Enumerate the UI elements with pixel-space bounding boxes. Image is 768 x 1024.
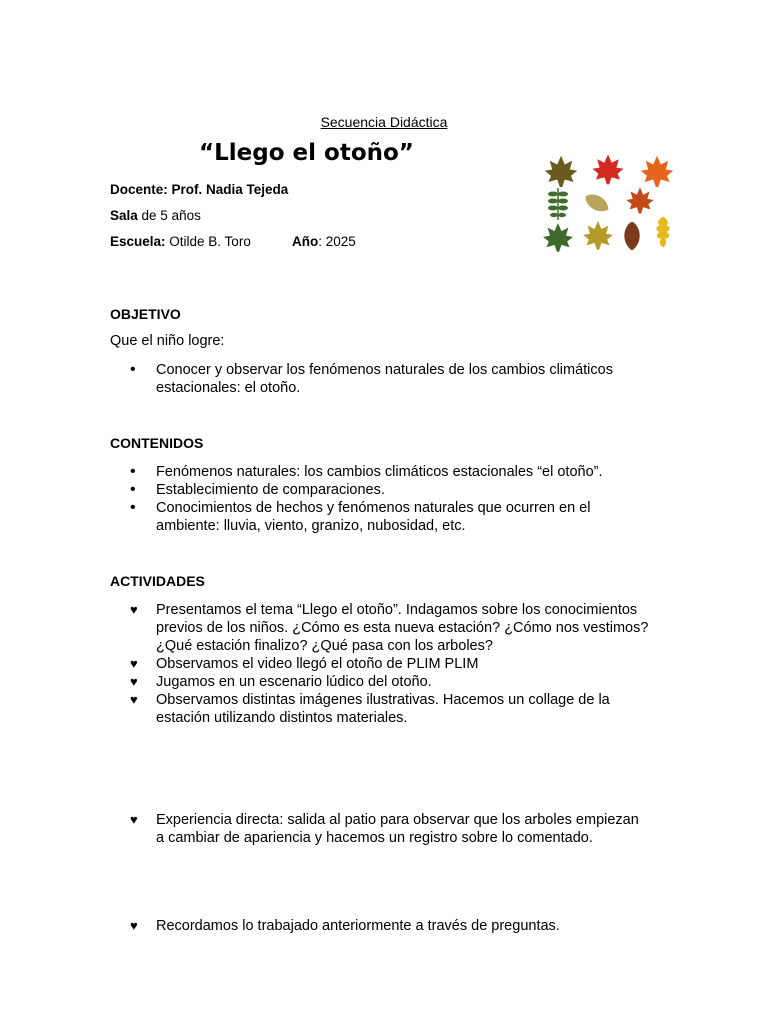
anio-line <box>292 234 356 249</box>
leaf-maple-red <box>592 154 623 184</box>
contenidos-list <box>130 463 650 535</box>
list-item: • Conocimientos de hechos y fenómenos naturales que ocurren en el ambiente: lluvia, viento, granizo, nubosidad, etc. <box>130 499 591 534</box>
objetivo-intro: Que el niño logre: <box>110 333 225 349</box>
leaf-maple-mustard <box>583 221 613 250</box>
leaf-maple-rust <box>626 187 653 213</box>
list-item: ♥ Observamos distintas imágenes ilustrativas. Hacemos un collage de la estación utilizando distintos materiales. <box>130 692 610 726</box>
leaf-maple-orange <box>641 156 674 187</box>
list-item: • Conocer y observar los fenómenos naturales de los cambios climáticos estacionales: el otoño. <box>130 361 613 396</box>
heart-icon: ♥ <box>130 656 138 671</box>
bullet-icon: • <box>130 481 136 498</box>
document-title: “Llego el otoño” <box>199 140 414 166</box>
bullet-icon: • <box>130 463 136 480</box>
docente-line <box>110 182 288 197</box>
escuela-line <box>110 234 251 249</box>
anio-label: Año <box>292 234 319 249</box>
bullet-icon: • <box>130 361 136 378</box>
list-item: ♥ Recordamos lo trabajado anteriormente a través de preguntas. <box>130 918 560 934</box>
objetivo-list <box>130 361 650 397</box>
leaf-maple-darkgreen <box>543 223 573 252</box>
actividades-list-3 <box>130 917 650 935</box>
list-item: • Fenómenos naturales: los cambios climáticos estacionales “el otoño”. <box>130 463 603 480</box>
sala-label: Sala <box>110 208 138 223</box>
bullet-icon: • <box>130 499 136 516</box>
docente-label: Docente: Prof. Nadia Tejeda <box>110 182 289 197</box>
list-item: ♥ Experiencia directa: salida al patio para observar que los arboles empiezan a cambiar de apariencia y hacemos un registro sobre lo comentado. <box>130 812 639 846</box>
list-item: ♥ Observamos el video llegó el otoño de PLIM PLIM <box>130 656 479 672</box>
heart-icon: ♥ <box>130 602 138 617</box>
actividades-list-2 <box>130 811 650 847</box>
leaf-oval-brown <box>624 222 639 251</box>
sala-line <box>110 208 201 223</box>
heart-icon: ♥ <box>130 812 138 827</box>
sala-value: de 5 años <box>137 208 201 223</box>
leaf-oak-yellow <box>656 217 669 248</box>
contenidos-heading: CONTENIDOS <box>110 435 204 451</box>
anio-value: : 2025 <box>318 234 356 249</box>
heart-icon: ♥ <box>130 692 138 707</box>
objetivo-heading: OBJETIVO <box>110 306 181 322</box>
leaf-oval-khaki <box>582 190 612 215</box>
heart-icon: ♥ <box>130 674 138 689</box>
list-item: ♥ Presentamos el tema “Llego el otoño”. Indagamos sobre los conocimientos previos de los niños. ¿Cómo es esta nueva estación? ¿Cómo nos vestimos? ¿Qué estación finalizo? ¿Qué pasa con los arboles? <box>130 602 649 654</box>
autumn-leaves-image <box>540 152 680 258</box>
list-item: • Establecimiento de comparaciones. <box>130 481 385 498</box>
actividades-list <box>130 601 650 727</box>
document-kicker: Secuencia Didáctica <box>320 114 448 130</box>
actividades-heading: ACTIVIDADES <box>110 573 205 589</box>
leaf-fern-green <box>548 188 568 220</box>
escuela-value: Otilde B. Toro <box>165 234 251 249</box>
list-item: ♥ Jugamos en un escenario lúdico del otoño. <box>130 674 432 690</box>
leaf-maple-olive <box>545 156 578 187</box>
escuela-label: Escuela: <box>110 234 166 249</box>
heart-icon: ♥ <box>130 918 138 933</box>
